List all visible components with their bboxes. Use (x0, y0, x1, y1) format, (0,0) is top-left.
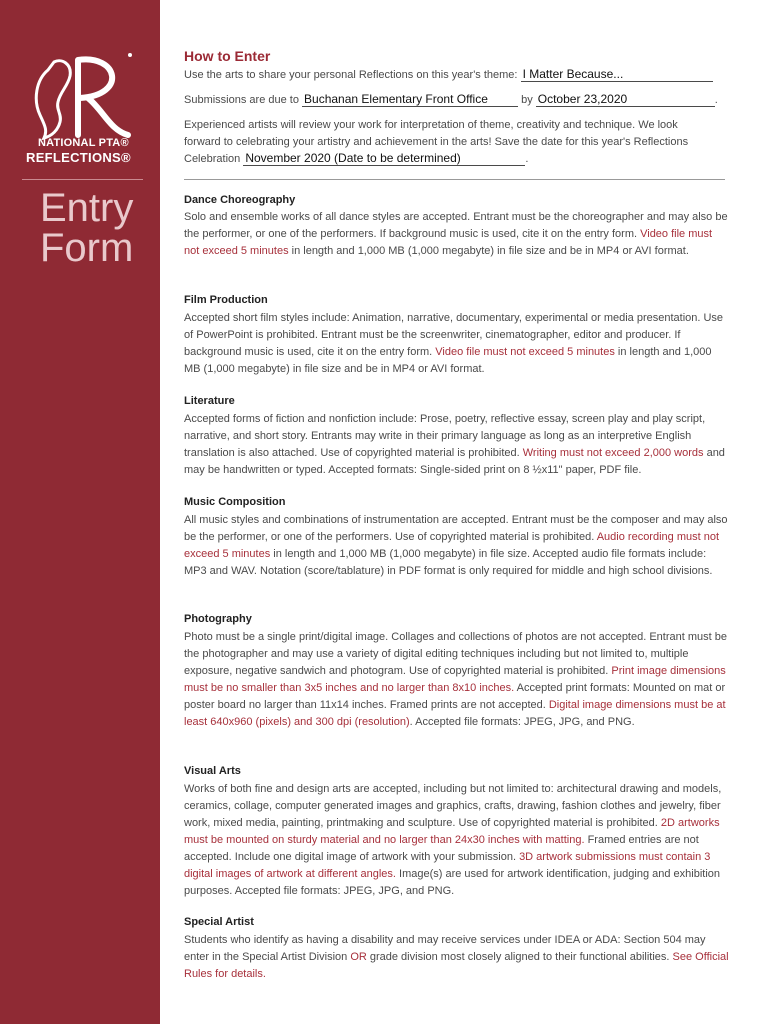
photo-text: Photo must be a single print/digital image. Collages and collections of photos are not accepted. Entrant must be the photographer and may use a variety of digital editing techniques including but not limited to, multiple exposure, negative sandwich and photogram. Use of copyrighted material is prohibited. Print image dimensions must be no smaller than 3x5 inches and no larger than 8x10 inches. Accepted print formats: Mounted on mat or poster board no larger than 11x14 inches. Framed prints are not accepted. Digital image dimensions must be at least 640x960 (pixels) and 300 dpi (resolution). Accepted file formats: JPEG, JPG, and PNG. (184, 631, 727, 728)
submission-prefix: Submissions are due to (184, 94, 299, 106)
logo-line-2: REFLECTIONS® (26, 150, 131, 165)
submission-date-field[interactable]: October 23,2020 (536, 93, 715, 107)
theme-line (184, 67, 713, 84)
form-word: Form (40, 226, 134, 270)
special-text: Students who identify as having a disability and may receive services under IDEA or ADA: Section 504 may enter in the Special Artist Division OR grade division most closely aligned to their functional abilities. See Official Rules for details. (184, 934, 729, 980)
dance-text: Solo and ensemble works of all dance styles are accepted. Entrant must be the choreographer and may also be the performer, or one of the performers. If background music is used, cite it on the entry form. Video file must not exceed 5 minutes in length and 1,000 MB (1,000 megabyte) in file size and be in MP4 or AVI format. (184, 211, 728, 257)
film-text: Accepted short film styles include: Animation, narrative, documentary, experimental or media presentation. Use of PowerPoint is prohibited. Entrant must be the screenwriter, cinematographer, editor and producer. If background music is used, cite it on the entry form. Video file must not exceed 5 minutes in length and 1,000 MB (1,000 megabyte) in file size and be in MP4 or AVI format. (184, 312, 724, 375)
review-text-1: Experienced artists will review your work for interpretation of theme, creativity and technique. We look (184, 119, 678, 131)
entry-word: Entry (40, 186, 134, 230)
theme-field[interactable]: I Matter Because... (521, 68, 713, 82)
review-text-2: forward to celebrating your artistry and achievement in the arts! Save the date for this year's Reflections (184, 136, 689, 148)
film-title: Film Production (184, 294, 268, 306)
visual-text: Works of both fine and design arts are accepted, including but not limited to: architectural drawing and models, ceramics, collage, computer generated images and graphics, crafts, drawing, fashion clothes and jewelry, fiber work, mixed media, painting, printmaking and sculpture. Use of copyrighted material is prohibited. 2D artworks must be mounted on sturdy material and no larger than 24x30 inches with matting. Framed entries are not accepted. Include one digital image of artwork with your submission. 3D artwork submissions must contain 3 digital images of artwork at different angles. Image(s) are used for artwork identification, judging and exhibition purposes. Accepted file formats: JPEG, JPG, and PNG. (184, 783, 722, 897)
music-title: Music Composition (184, 496, 286, 508)
submission-location-field[interactable]: Buchanan Elementary Front Office (302, 93, 518, 107)
sidebar-divider (22, 179, 143, 180)
how-to-enter-title: How to Enter (184, 48, 271, 64)
literature-text: Accepted forms of fiction and nonfiction include: Prose, poetry, reflective essay, screen play and play script, narrative, and short story. Entrants may write in their primary language as long as an interpretive English translation is also attached. Use of copyrighted material is prohibited. Writing must not exceed 2,000 words and may be handwritten or typed. Accepted formats: Single-sided print on 8 ½x11" paper, PDF file. (184, 413, 725, 476)
entry-form-heading (40, 188, 133, 268)
special-title: Special Artist (184, 916, 254, 928)
theme-prefix: Use the arts to share your personal Reflections on this year's theme: (184, 69, 518, 81)
dance-title: Dance Choreography (184, 194, 296, 206)
logo-line-1: NATIONAL PTA® (38, 137, 129, 149)
submission-line: Submissions are due to Buchanan Elementary Front Office by October 23,2020 . (184, 92, 718, 106)
submission-by: by (521, 94, 533, 106)
photo-title: Photography (184, 613, 252, 625)
celebration-line: Celebration November 2020 (Date to be determined) . (184, 151, 529, 165)
visual-title: Visual Arts (184, 765, 241, 777)
celebration-field[interactable]: November 2020 (Date to be determined) (243, 152, 525, 166)
sidebar (0, 0, 160, 1024)
music-text: All music styles and combinations of instrumentation are accepted. Entrant must be the composer and may also be the performer, or one of the performers. Use of copyrighted material is prohibited. Audio recording must not exceed 5 minutes in length and 1,000 MB (1,000 megabyte) in file size. Accepted audio file formats include: MP3 and WAV. Notation (score/tablature) in PDF format is only required for middle and high school divisions. (184, 514, 728, 577)
header-divider (184, 179, 725, 180)
literature-title: Literature (184, 395, 235, 407)
celebration-label: Celebration (184, 153, 241, 165)
official-rules-link[interactable]: See Official Rules for details. (184, 951, 729, 980)
